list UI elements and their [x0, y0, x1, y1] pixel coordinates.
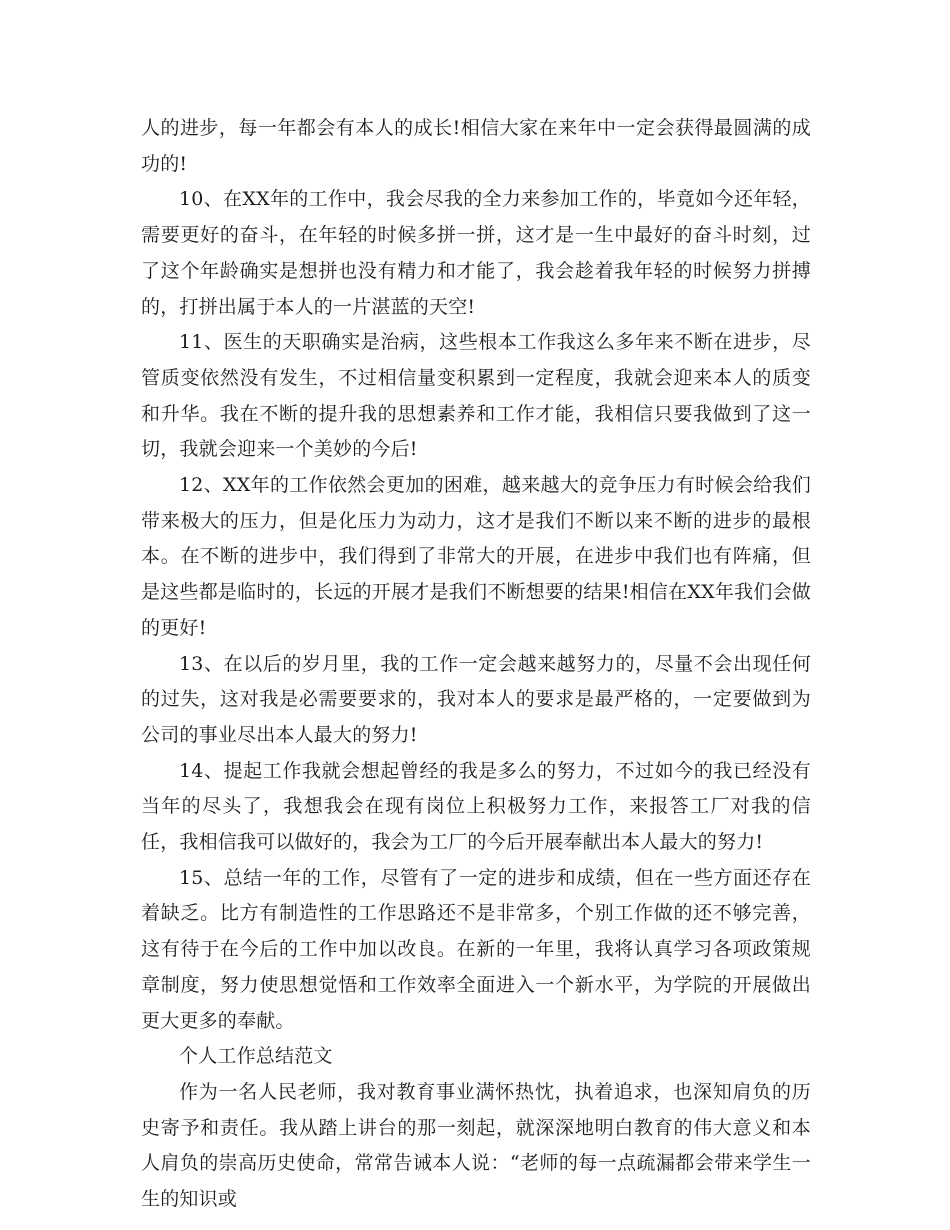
paragraph-item-13: 13、在以后的岁月里，我的工作一定会越来越努力的，尽量不会出现任何的过失，这对我是必需要要求的，我对本人的要求是最严格的，一定要做到为公司的事业尽出本人最大的努力! — [141, 652, 811, 746]
paragraph-item-14: 14、提起工作我就会想起曾经的我是多么的努力，不过如今的我已经没有当年的尽头了，我想我会在现有岗位上积极努力工作，来报答工厂对我的信任，我相信我可以做好的，我会为工厂的今后开展奉献出本人最大的努力! — [141, 759, 811, 854]
paragraph-item-10: 10、在XX年的工作中，我会尽我的全力来参加工作的，毕竟如今还年轻，需要更好的奋斗，在年轻的时候多拼一拼，这才是一生中最好的奋斗时刻，过了这个年龄确实是想拼也没有精力和才能了，我会趁着我年轻的时候努力拼搏的，打拼出属于本人的一片湛蓝的天空! — [141, 188, 811, 318]
paragraph-essay-intro: 作为一名人民老师，我对教育事业满怀热忱，执着追求，也深知肩负的历史寄予和责任。我从踏上讲台的那一刻起，就深深地明白教育的伟大意义和本人肩负的崇高历史使命，常常告诫本人说：“老师的每一点疏漏都会带来学生一生的知识或 — [141, 1080, 811, 1211]
paragraph-continuation: 人的进步，每一年都会有本人的成长!相信大家在来年中一定会获得最圆满的成功的! — [141, 117, 811, 175]
section-heading: 个人工作总结范文 — [179, 1045, 333, 1068]
document-body — [141, 111, 811, 1218]
paragraph-item-11: 11、医生的天职确实是治病，这些根本工作我这么多年来不断在进步，尽管质变依然没有发生，不过相信量变积累到一定程度，我就会迎来本人的质变和升华。我在不断的提升我的思想素养和工作才能，我相信只要我做到了这一切，我就会迎来一个美妙的今后! — [141, 331, 811, 461]
paragraph-item-12: 12、XX年的工作依然会更加的困难，越来越大的竞争压力有时候会给我们带来极大的压力，但是化压力为动力，这才是我们不断以来不断的进步的最根本。在不断的进步中，我们得到了非常大的开展，在进步中我们也有阵痛，但是这些都是临时的，长远的开展才是我们不断想要的结果!相信在XX年我们会做的更好! — [141, 474, 811, 639]
paragraph-item-15: 15、总结一年的工作，尽管有了一定的进步和成绩，但在一些方面还存在着缺乏。比方有制造性的工作思路还不是非常多，个别工作做的还不够完善，这有待于在今后的工作中加以改良。在新的一年里，我将认真学习各项政策规章制度，努力使思想觉悟和工作效率全面进入一个新水平，为学院的开展做出更大更多的奉献。 — [141, 866, 811, 1032]
